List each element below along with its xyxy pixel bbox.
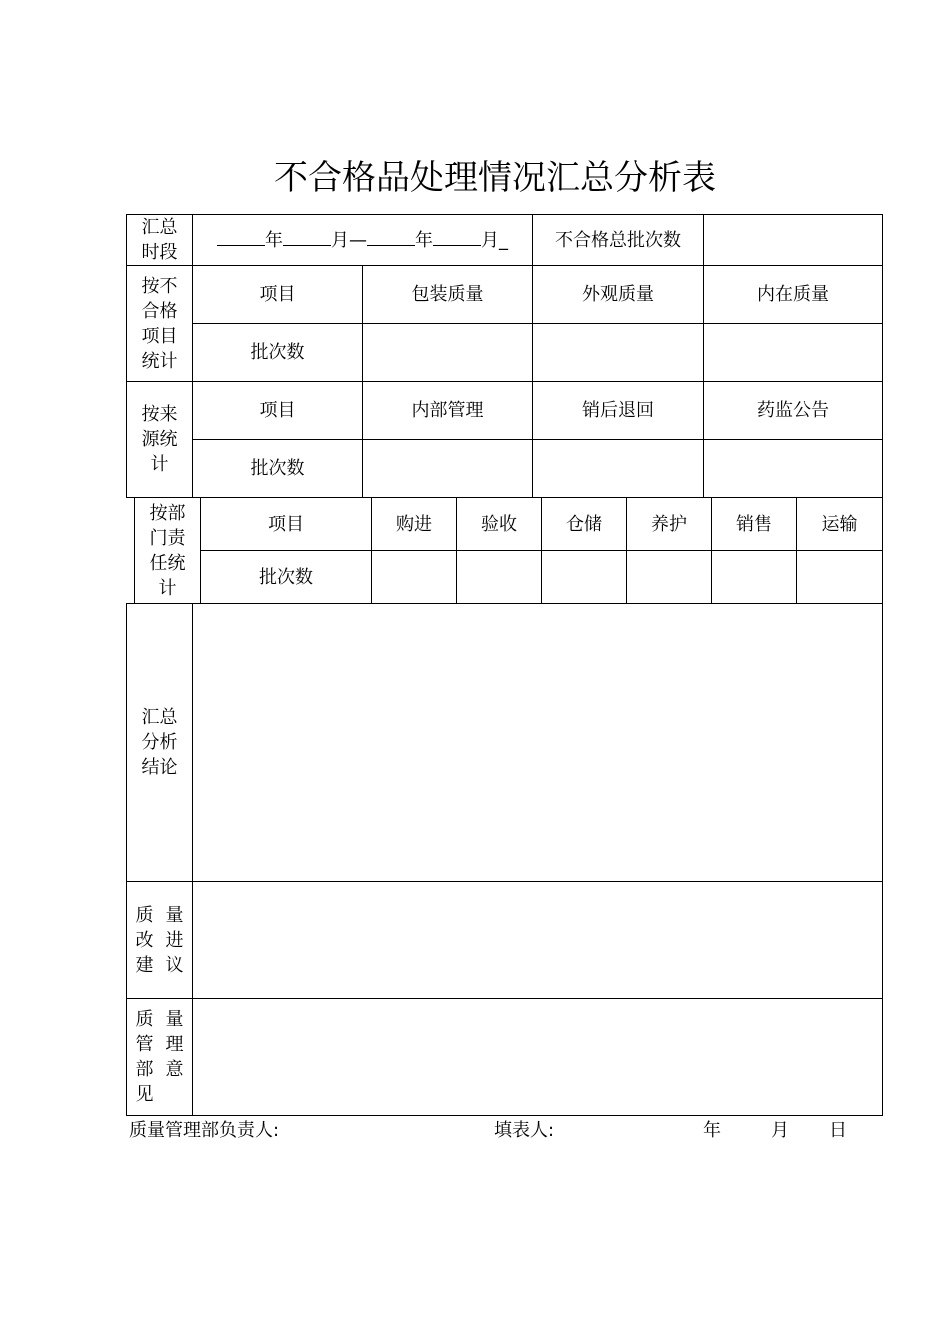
by-item-count-appearance[interactable] <box>533 324 704 382</box>
by-item-col-packaging: 包装质量 <box>363 266 533 324</box>
opinion-label-cell <box>127 999 193 1116</box>
total-batches-value[interactable] <box>704 215 883 266</box>
by-item-header: 项目 <box>193 266 363 324</box>
summary-table-top <box>126 214 883 498</box>
conclusion-label: 汇总 分析 结论 <box>141 707 178 778</box>
by-source-header-row <box>127 382 883 440</box>
by-item-col-appearance: 外观质量 <box>533 266 704 324</box>
date-month-label: 月 <box>771 1120 789 1141</box>
by-dept-count-transport[interactable] <box>797 551 883 604</box>
by-dept-count-maintenance[interactable] <box>627 551 712 604</box>
by-dept-col-maintenance: 养护 <box>627 498 712 551</box>
period-label-cell <box>127 215 193 266</box>
by-dept-col-sales: 销售 <box>712 498 797 551</box>
by-source-col-internal: 内部管理 <box>363 382 533 440</box>
by-item-count-intrinsic[interactable] <box>704 324 883 382</box>
suggestion-label: 质 量 改 进 建 议 <box>135 904 184 976</box>
by-dept-count-storage[interactable] <box>542 551 627 604</box>
by-item-label-cell <box>127 266 193 382</box>
by-dept-col-purchase: 购进 <box>372 498 457 551</box>
by-source-count-internal[interactable] <box>363 440 533 498</box>
by-item-count-packaging[interactable] <box>363 324 533 382</box>
by-source-count-notice[interactable] <box>704 440 883 498</box>
by-source-count-returns[interactable] <box>533 440 704 498</box>
by-dept-row-label: 批次数 <box>201 551 372 604</box>
by-dept-label: 按部 门责 任统 计 <box>149 502 186 599</box>
end-year-blank[interactable] <box>367 227 415 246</box>
by-dept-label-cell <box>135 498 201 604</box>
by-item-label: 按不 合格 项目 统计 <box>141 275 178 372</box>
by-dept-header: 项目 <box>201 498 372 551</box>
conclusion-row <box>127 604 883 882</box>
by-source-header: 项目 <box>193 382 363 440</box>
by-dept-col-acceptance: 验收 <box>457 498 542 551</box>
signature-footer <box>129 1116 889 1142</box>
summary-table-bottom <box>126 603 883 1116</box>
by-item-col-intrinsic: 内在质量 <box>704 266 883 324</box>
opinion-row <box>127 999 883 1116</box>
by-source-col-notice: 药监公告 <box>704 382 883 440</box>
date-day-label: 日 <box>829 1120 847 1141</box>
conclusion-label-cell <box>127 604 193 882</box>
suggestion-label-cell <box>127 882 193 999</box>
end-month-blank[interactable] <box>433 227 481 246</box>
filler-signature-label: 填表人: <box>494 1120 555 1141</box>
by-item-count-row <box>127 324 883 382</box>
suggestion-content[interactable] <box>193 882 883 999</box>
period-row <box>127 215 883 266</box>
period-range-cell[interactable] <box>193 215 533 266</box>
by-dept-header-row <box>135 498 883 551</box>
page-title: 不合格品处理情况汇总分析表 <box>274 158 716 198</box>
date-year-label: 年 <box>703 1120 721 1141</box>
by-source-label: 按来 源统 计 <box>141 404 178 475</box>
by-source-col-returns: 销后退回 <box>533 382 704 440</box>
opinion-content[interactable] <box>193 999 883 1116</box>
by-source-label-cell <box>127 382 193 498</box>
start-year-blank[interactable] <box>217 227 265 246</box>
period-range: 年 月— 年 月_ <box>217 230 508 251</box>
by-dept-table <box>134 497 883 604</box>
by-source-count-row <box>127 440 883 498</box>
by-dept-count-acceptance[interactable] <box>457 551 542 604</box>
by-item-row-label: 批次数 <box>193 324 363 382</box>
by-source-row-label: 批次数 <box>193 440 363 498</box>
by-dept-count-sales[interactable] <box>712 551 797 604</box>
opinion-label: 质 量 管 理 部 意 见 <box>135 1009 184 1105</box>
by-dept-col-storage: 仓储 <box>542 498 627 551</box>
by-item-header-row <box>127 266 883 324</box>
by-dept-col-transport: 运输 <box>797 498 883 551</box>
by-dept-count-purchase[interactable] <box>372 551 457 604</box>
start-month-blank[interactable] <box>283 227 331 246</box>
suggestion-row <box>127 882 883 999</box>
conclusion-content[interactable] <box>193 604 883 882</box>
total-batches-label: 不合格总批次数 <box>533 215 704 266</box>
period-label: 汇总 时段 <box>141 217 178 263</box>
by-dept-count-row <box>135 551 883 604</box>
manager-signature-label: 质量管理部负责人: <box>129 1120 280 1141</box>
